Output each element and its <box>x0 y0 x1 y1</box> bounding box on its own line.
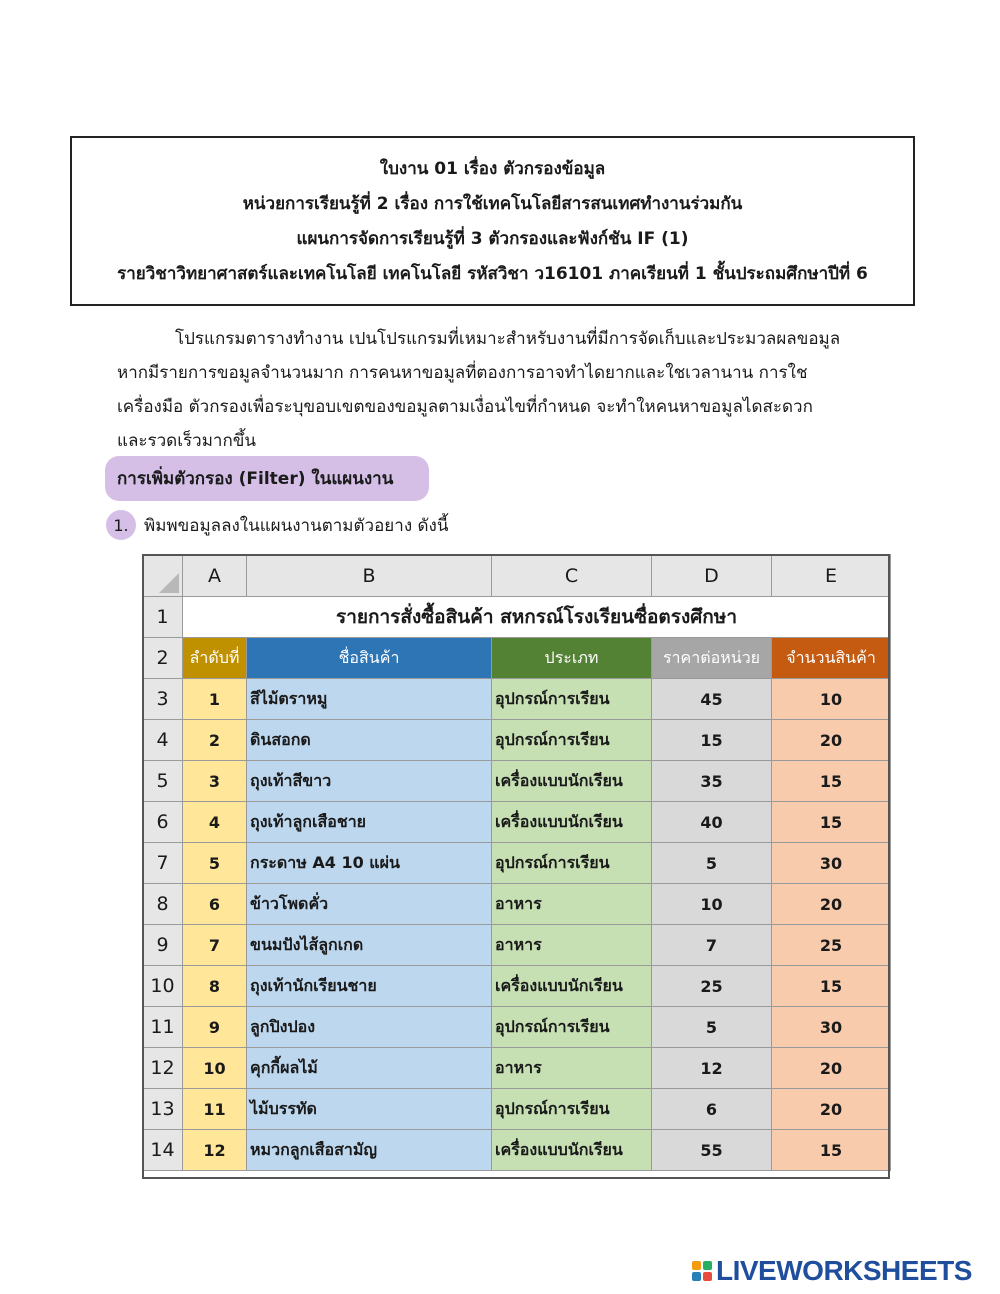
table-row <box>143 761 891 802</box>
header-row <box>143 638 891 679</box>
cell-category[interactable]: เครื่องแบบนักเรียน <box>492 1130 652 1171</box>
column-header-d[interactable]: D <box>652 555 772 597</box>
cell-category[interactable]: เครื่องแบบนักเรียน <box>492 802 652 843</box>
course-info: รายวิชาวิทยาศาสตร์และเทคโนโลยี เทคโนโลยี รหัสวิชา ว16101 ภาคเรียนที่ 1 ชั้นประถมศึกษาปีที่ 6 <box>117 264 868 284</box>
row-header[interactable]: 1 <box>143 597 183 638</box>
cell-product-name[interactable]: กระดาษ A4 10 แผ่น <box>247 843 492 884</box>
liveworksheets-logo-icon <box>692 1261 712 1281</box>
table-row <box>143 679 891 720</box>
cell-quantity[interactable]: 30 <box>772 843 891 884</box>
cell-unit-price[interactable]: 5 <box>652 1007 772 1048</box>
unit-title: หน่วยการเรียนรู้ที่ 2 เรื่อง การใช้เทคโนโลยีสารสนเทศทำงานร่วมกัน <box>242 194 743 214</box>
cell-category[interactable]: อุปกรณ์การเรียน <box>492 1007 652 1048</box>
table-row <box>143 925 891 966</box>
spreadsheet <box>142 554 891 1171</box>
cell-order[interactable]: 7 <box>183 925 247 966</box>
cell-product-name[interactable]: ไม้บรรทัด <box>247 1089 492 1130</box>
table-row <box>143 1130 891 1171</box>
cell-product-name[interactable]: ถุงเท้านักเรียนชาย <box>247 966 492 1007</box>
cell-order[interactable]: 10 <box>183 1048 247 1089</box>
brand-name: LIVEWORKSHEETS <box>716 1255 972 1286</box>
cell-quantity[interactable]: 20 <box>772 720 891 761</box>
cell-product-name[interactable]: หมวกลูกเสือสามัญ <box>247 1130 492 1171</box>
cell-order[interactable]: 4 <box>183 802 247 843</box>
step-1 <box>106 510 448 540</box>
cell-unit-price[interactable]: 7 <box>652 925 772 966</box>
row-header[interactable]: 13 <box>143 1089 183 1130</box>
cell-category[interactable]: อุปกรณ์การเรียน <box>492 679 652 720</box>
cell-category[interactable]: อุปกรณ์การเรียน <box>492 720 652 761</box>
select-all-corner[interactable] <box>143 555 183 597</box>
cell-product-name[interactable]: ดินสอกด <box>247 720 492 761</box>
table-row <box>143 884 891 925</box>
cell-category[interactable]: อุปกรณ์การเรียน <box>492 843 652 884</box>
cell-product-name[interactable]: ถุงเท้าลูกเสือชาย <box>247 802 492 843</box>
cell-product-name[interactable]: คุกกี้ผลไม้ <box>247 1048 492 1089</box>
column-header-c[interactable]: C <box>492 555 652 597</box>
cell-product-name[interactable]: ขนมปังไส้ลูกเกด <box>247 925 492 966</box>
cell-product-name[interactable]: ข้าวโพดคั่ว <box>247 884 492 925</box>
cell-order[interactable]: 2 <box>183 720 247 761</box>
cell-category[interactable]: อุปกรณ์การเรียน <box>492 1089 652 1130</box>
column-header-a[interactable]: A <box>183 555 247 597</box>
cell-product-name[interactable]: ลูกปิงปอง <box>247 1007 492 1048</box>
cell-order[interactable]: 9 <box>183 1007 247 1048</box>
table-row <box>143 1089 891 1130</box>
row-header[interactable]: 9 <box>143 925 183 966</box>
cell-unit-price[interactable]: 45 <box>652 679 772 720</box>
cell-order[interactable]: 8 <box>183 966 247 1007</box>
cell-category[interactable]: เครื่องแบบนักเรียน <box>492 761 652 802</box>
table-row <box>143 966 891 1007</box>
cell-order[interactable]: 5 <box>183 843 247 884</box>
row-header[interactable]: 2 <box>143 638 183 679</box>
section-heading-text: การเพิ่มตัวกรอง (Filter) ในแผนงาน <box>117 469 394 489</box>
cell-category[interactable]: เครื่องแบบนักเรียน <box>492 966 652 1007</box>
row-header[interactable]: 10 <box>143 966 183 1007</box>
cell-unit-price[interactable]: 12 <box>652 1048 772 1089</box>
cell-category[interactable]: อาหาร <box>492 884 652 925</box>
cell-unit-price[interactable]: 35 <box>652 761 772 802</box>
cell-quantity[interactable]: 10 <box>772 679 891 720</box>
cell-unit-price[interactable]: 6 <box>652 1089 772 1130</box>
section-heading <box>105 456 429 501</box>
row-header[interactable]: 6 <box>143 802 183 843</box>
cell-quantity[interactable]: 15 <box>772 761 891 802</box>
cell-quantity[interactable]: 15 <box>772 966 891 1007</box>
row-header[interactable]: 11 <box>143 1007 183 1048</box>
cell-quantity[interactable]: 15 <box>772 1130 891 1171</box>
intro-line: และรวดเร็วมากขึ้น <box>117 431 256 451</box>
header-cell-category[interactable]: ประเภท <box>492 638 652 679</box>
header-cell-quantity[interactable]: จำนวนสินค้า <box>772 638 891 679</box>
cell-quantity[interactable]: 25 <box>772 925 891 966</box>
cell-unit-price[interactable]: 40 <box>652 802 772 843</box>
row-header[interactable]: 3 <box>143 679 183 720</box>
column-header-b[interactable]: B <box>247 555 492 597</box>
cell-order[interactable]: 3 <box>183 761 247 802</box>
row-header[interactable]: 8 <box>143 884 183 925</box>
header-cell-order[interactable]: ลำดับที่ <box>183 638 247 679</box>
step-number-badge: 1. <box>106 510 136 540</box>
cell-quantity[interactable]: 15 <box>772 802 891 843</box>
intro-line: หากมีรายการขอมูลจำนวนมาก การคนหาขอมูลที่ตองการอาจทำไดยากและใชเวลานาน การใช <box>117 363 808 383</box>
cell-quantity[interactable]: 30 <box>772 1007 891 1048</box>
column-header-e[interactable]: E <box>772 555 891 597</box>
row-header[interactable]: 4 <box>143 720 183 761</box>
worksheet-header <box>70 136 915 306</box>
cell-order[interactable]: 1 <box>183 679 247 720</box>
cell-unit-price[interactable]: 10 <box>652 884 772 925</box>
table-row <box>143 843 891 884</box>
title-row <box>143 597 891 638</box>
cell-unit-price[interactable]: 15 <box>652 720 772 761</box>
worksheet-title: ใบงาน 01 เรื่อง ตัวกรองข้อมูล <box>379 159 606 179</box>
sheet-title-cell[interactable]: รายการสั่งซื้อสินค้า สหกรณ์โรงเรียนซื่อตรงศึกษา <box>183 597 891 638</box>
cell-quantity[interactable]: 20 <box>772 1089 891 1130</box>
cell-product-name[interactable]: ถุงเท้าสีขาว <box>247 761 492 802</box>
table-row <box>143 1048 891 1089</box>
cell-unit-price[interactable]: 55 <box>652 1130 772 1171</box>
row-header[interactable]: 12 <box>143 1048 183 1089</box>
table-row <box>143 720 891 761</box>
intro-line: โปรแกรมตารางทำงาน เปนโปรแกรมที่เหมาะสำหรับงานที่มีการจัดเก็บและประมวลผลขอมูล <box>175 329 841 349</box>
row-header[interactable]: 14 <box>143 1130 183 1171</box>
liveworksheets-brand <box>692 1255 972 1287</box>
column-header-row <box>143 555 891 597</box>
lesson-plan-title: แผนการจัดการเรียนรู้ที่ 3 ตัวกรองและฟังก์ชัน IF (1) <box>296 229 689 249</box>
cell-category[interactable]: อาหาร <box>492 925 652 966</box>
cell-order[interactable]: 11 <box>183 1089 247 1130</box>
cell-unit-price[interactable]: 5 <box>652 843 772 884</box>
row-header[interactable]: 5 <box>143 761 183 802</box>
table-row <box>143 1007 891 1048</box>
cell-order[interactable]: 12 <box>183 1130 247 1171</box>
cell-order[interactable]: 6 <box>183 884 247 925</box>
intro-paragraph <box>117 322 897 458</box>
table-row <box>143 802 891 843</box>
step-text: พิมพขอมูลลงในแผนงานตามตัวอยาง ดังนี้ <box>144 515 449 536</box>
header-cell-unit-price[interactable]: ราคาต่อหน่วย <box>652 638 772 679</box>
cell-quantity[interactable]: 20 <box>772 1048 891 1089</box>
row-header[interactable]: 7 <box>143 843 183 884</box>
cell-category[interactable]: อาหาร <box>492 1048 652 1089</box>
intro-line: เครื่องมือ ตัวกรองเพื่อระบุขอบเขตของขอมูลตามเงื่อนไขที่กำหนด จะทำใหคนหาขอมูลไดสะดวก <box>117 397 813 417</box>
cell-unit-price[interactable]: 25 <box>652 966 772 1007</box>
cell-quantity[interactable]: 20 <box>772 884 891 925</box>
cell-product-name[interactable]: สีไม้ตราหมู <box>247 679 492 720</box>
header-cell-product-name[interactable]: ชื่อสินค้า <box>247 638 492 679</box>
